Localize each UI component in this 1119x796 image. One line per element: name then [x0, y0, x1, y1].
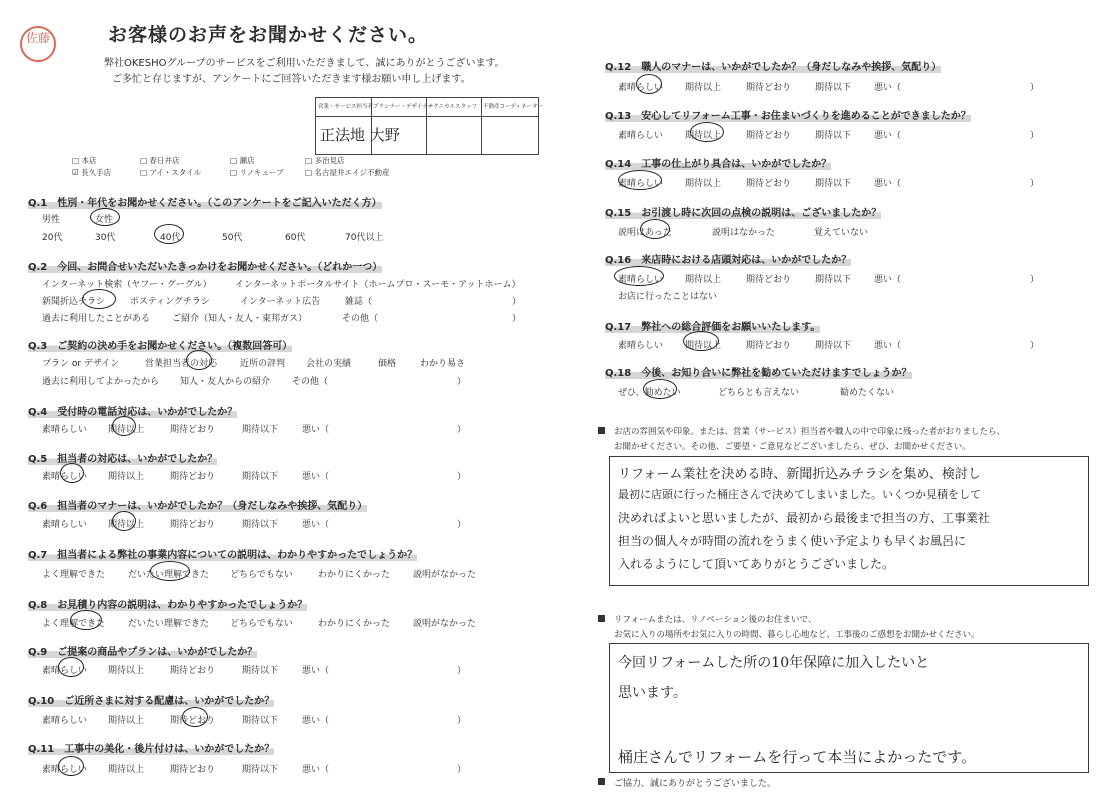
q6-opt: 期待どおり — [170, 520, 216, 530]
q16-opt: ） — [1030, 275, 1040, 285]
q12-heading: Q.12 職人のマナーは、いかがでしたか？（身だしなみや挨拶、気配り） — [605, 58, 941, 73]
q6-opt: 素晴らしい — [42, 520, 88, 530]
footer-thanks: ご協力、誠にありがとうございました。 — [614, 779, 777, 789]
answer-circle — [58, 756, 84, 776]
q8-opt: どちらでもない — [230, 619, 293, 629]
answer-circle — [154, 224, 184, 244]
q9-opt: 期待どおり — [170, 666, 216, 676]
q16-opt: 素晴らしい — [618, 275, 664, 285]
q17-opt: 素晴らしい — [618, 341, 664, 351]
q14-opt: ） — [1030, 179, 1040, 189]
section-marker — [598, 615, 605, 622]
q11-opt: ） — [457, 765, 467, 775]
q6-opt: 期待以下 — [242, 520, 279, 530]
q2-opt: ） — [512, 297, 522, 307]
q5-opt: 素晴らしい — [42, 472, 88, 482]
store-3: □ 瀬店 — [230, 156, 255, 165]
q7-opt: どちらでもない — [230, 570, 293, 580]
answer-circle — [60, 463, 84, 483]
q3-opt: プラン or デザイン — [42, 359, 120, 369]
q4-opt: 期待以下 — [242, 425, 279, 435]
q4-opt: 悪い（ — [302, 425, 330, 435]
q3-heading: Q.3 ご契約の決め手をお聞かせください。（複数回答可） — [28, 337, 292, 352]
q10-opt: ） — [457, 716, 467, 726]
q10-opt: 期待以下 — [242, 716, 279, 726]
q9-opt: 期待以上 — [108, 666, 145, 676]
comment2-line: 桶庄さんでリフォームを行って本当によかったです。 — [618, 748, 977, 766]
q9-opt: ） — [457, 666, 467, 676]
q16-opt: 期待以下 — [815, 275, 852, 285]
q3-opt: 知人・友人からの紹介 — [180, 377, 271, 387]
section-marker — [598, 427, 605, 434]
q1-heading: Q.1 性別・年代をお聞かせください。（このアンケートをご記入いただく方） — [28, 194, 382, 209]
q2-opt: 過去に利用したことがある — [42, 314, 151, 324]
q14-opt: 期待どおり — [746, 179, 792, 189]
comment1-line: 入れるようにして頂いてありがとうございました。 — [618, 557, 895, 571]
store-1: □ 本店 — [72, 156, 97, 165]
q9-heading: Q.9 ご提案の商品やプランは、いかがでしたか？ — [28, 643, 257, 658]
q2-opt: 新聞折込チラシ — [42, 297, 106, 307]
intro-line-2: ご多忙と存じますが、アンケートにご回答いただきます様お願い申し上げます。 — [112, 74, 471, 85]
comment1-line: 最初に店頭に行った桶庄さんで決めてしまいました。いくつか見積をして — [618, 488, 981, 501]
answer-circle — [112, 416, 136, 436]
q10-opt: 期待以上 — [108, 716, 145, 726]
q2-opt: インターネットポータルサイト（ホームプロ・スーモ・アットホーム） — [235, 280, 521, 290]
q8-heading: Q.8 お見積り内容の説明は、わかりやすかったでしょうか？ — [28, 596, 307, 611]
q11-opt: 期待どおり — [170, 765, 216, 775]
q4-heading: Q.4 受付時の電話対応は、いかがでしたか？ — [28, 403, 237, 418]
q16-opt: 悪い（ — [874, 275, 902, 285]
answer-circle — [82, 289, 116, 309]
q8-opt: よく理解できた — [42, 619, 106, 629]
answer-circle — [58, 657, 84, 677]
q6-opt: 期待以上 — [108, 520, 145, 530]
q18-opt: 勧めたくない — [840, 388, 895, 398]
answer-circle — [614, 266, 664, 286]
q17-opt: ） — [1030, 341, 1040, 351]
answer-circle — [112, 511, 136, 531]
stamp — [20, 26, 56, 62]
q12-opt: 素晴らしい — [618, 83, 664, 93]
staff-table — [315, 97, 544, 155]
q14-opt: 期待以下 — [815, 179, 852, 189]
q11-opt: 期待以上 — [108, 765, 145, 775]
comment1-prompt-1: お店の雰囲気や印象。または、営業（サービス）担当者や職人の中で印象に残った者がおりましたら、 — [614, 427, 1006, 437]
stamp-text: 佐藤 — [25, 31, 50, 45]
q3-opt: 営業担当者の対応 — [145, 359, 218, 369]
q8-opt: わかりにくかった — [318, 619, 391, 629]
q6-opt: 悪い（ — [302, 520, 330, 530]
q14-opt: 期待以上 — [685, 179, 722, 189]
q9-opt: 素晴らしい — [42, 666, 88, 676]
q5-opt: 期待どおり — [170, 472, 216, 482]
q13-opt: ） — [1030, 131, 1040, 141]
staff-col-planner: プランナー・デザイナー — [373, 104, 434, 110]
q17-opt: 期待以下 — [815, 341, 852, 351]
q10-opt: 期待どおり — [170, 716, 216, 726]
q1-opt: 男性 — [42, 215, 61, 225]
comment1-line: 決めればよいと思いましたが、最初から最後まで担当の方、工事業社 — [618, 511, 991, 525]
answer-circle — [690, 122, 724, 142]
comment2-line: 今回リフォームした所の10年保障に加入したいと — [618, 655, 930, 671]
staff-sales-value: 正法地 大野 — [320, 126, 400, 144]
q1-opt: 30代 — [95, 233, 116, 243]
q3-opt: わかり易さ — [420, 359, 466, 369]
answer-circle — [618, 170, 662, 190]
q7-opt: だいたい理解できた — [128, 570, 210, 580]
q2-opt: インターネット広告 — [240, 297, 321, 307]
q16-opt: お店に行ったことはない — [618, 292, 718, 302]
q13-opt: 悪い（ — [874, 131, 902, 141]
q2-opt: 雑誌（ — [345, 297, 373, 307]
q1-opt: 40代 — [160, 233, 181, 243]
store-4: □ 多治見店 — [305, 156, 345, 165]
q7-heading: Q.7 担当者による弊社の事業内容についての説明は、わかりやすかったでしょうか？ — [28, 546, 417, 561]
q16-opt: 期待以上 — [685, 275, 722, 285]
q6-opt: ） — [457, 520, 467, 530]
q8-opt: 説明がなかった — [413, 619, 477, 629]
q6-heading: Q.6 担当者のマナーは、いかがでしたか？（身だしなみや挨拶、気配り） — [28, 497, 367, 512]
q13-opt: 期待以上 — [685, 131, 722, 141]
q18-opt: ぜひ、勧めたい — [618, 388, 681, 398]
q5-opt: 悪い（ — [302, 472, 330, 482]
q16-opt: 期待どおり — [746, 275, 792, 285]
answer-circle — [70, 610, 102, 630]
q3-opt: 価格 — [378, 359, 397, 369]
comment2-prompt-1: リフォームまたは、リノベーション後のお住まいで、 — [614, 615, 817, 625]
q4-opt: 期待以上 — [108, 425, 145, 435]
comment2-line: 思います。 — [618, 685, 687, 701]
q13-opt: 素晴らしい — [618, 131, 664, 141]
q2-opt: その他（ — [342, 314, 379, 324]
staff-col-technical: テクニカルスタッフ — [428, 104, 478, 110]
q11-opt: 悪い（ — [302, 765, 330, 775]
q17-opt: 期待どおり — [746, 341, 792, 351]
q2-heading: Q.2 今回、お問合せいただいたきっかけをお聞かせください。（どれか一つ） — [28, 258, 382, 273]
store-6: □ アイ・スタイル — [140, 168, 202, 177]
comment1-box — [609, 456, 1089, 586]
q15-heading: Q.15 お引渡し時に次回の点検の説明は、ございましたか？ — [605, 204, 881, 219]
q16-heading: Q.16 来店時における店頭対応は、いかがでしたか？ — [605, 251, 851, 266]
q18-heading: Q.18 今後、お知り合いに弊社を勧めていただけますでしょうか？ — [605, 364, 912, 379]
q10-opt: 悪い（ — [302, 716, 330, 726]
q4-opt: ） — [457, 425, 467, 435]
q1-opt: 70代以上 — [345, 233, 384, 243]
store-5: ☑ 長久手店 — [72, 168, 112, 177]
comment1-prompt-2: お聞かせください。その他、ご要望・ご意見などございましたら、ぜひ、お聞かせください。 — [614, 442, 971, 452]
q4-opt: 期待どおり — [170, 425, 216, 435]
q12-opt: 期待以下 — [815, 83, 852, 93]
answer-circle — [636, 74, 662, 94]
answer-circle — [182, 707, 208, 727]
q17-opt: 悪い（ — [874, 341, 902, 351]
answer-circle — [150, 561, 190, 581]
q13-heading: Q.13 安心してリフォーム工事・お住まいづくりを進めることができましたか？ — [605, 107, 971, 122]
q8-opt: だいたい理解できた — [128, 619, 210, 629]
answer-circle — [186, 350, 212, 370]
q18-opt: どちらとも言えない — [718, 388, 800, 398]
comment1-line: リフォーム業社を決める時、新聞折込みチラシを集め、検討し — [618, 467, 981, 482]
q12-opt: 期待以上 — [685, 83, 722, 93]
q10-heading: Q.10 ご近所さまに対する配慮は、いかがでしたか？ — [28, 692, 274, 707]
q2-opt: ご紹介（知人・友人・東邦ガス） — [172, 314, 308, 324]
answer-circle — [90, 208, 120, 226]
q5-opt: 期待以上 — [108, 472, 145, 482]
q12-opt: 悪い（ — [874, 83, 902, 93]
q12-opt: 期待どおり — [746, 83, 792, 93]
q15-opt: 説明はなかった — [712, 228, 776, 238]
q15-opt: 説明はあった — [618, 228, 672, 238]
q13-opt: 期待どおり — [746, 131, 792, 141]
q14-opt: 素晴らしい — [618, 179, 664, 189]
answer-circle — [640, 219, 670, 239]
q9-opt: 悪い（ — [302, 666, 330, 676]
answer-circle — [643, 379, 677, 399]
comment1-line: 担当の個人々が時間の流れをうまく使い予定よりも早くお風呂に — [618, 534, 967, 548]
q3-opt: ） — [457, 377, 467, 387]
comment2-box — [609, 643, 1089, 773]
q11-opt: 期待以下 — [242, 765, 279, 775]
q11-heading: Q.11 工事中の美化・後片付けは、いかがでしたか？ — [28, 740, 274, 755]
q3-opt: その他（ — [292, 377, 329, 387]
q13-opt: 期待以下 — [815, 131, 852, 141]
q1-opt: 50代 — [222, 233, 243, 243]
staff-col-realestate: 不動産コーディネーター — [483, 104, 544, 110]
q14-heading: Q.14 工事の仕上がり具合は、いかがでしたか？ — [605, 155, 831, 170]
q2-opt: ポスティングチラシ — [130, 297, 210, 307]
q14-opt: 悪い（ — [874, 179, 902, 189]
page-title: お客様のお声をお聞かせください。 — [108, 24, 429, 46]
section-marker — [598, 778, 605, 785]
comment2-prompt-2: お気に入りの場所やお気に入りの時間、暮らし心地など、工事後のご感想をお聞かせください。 — [614, 630, 980, 640]
staff-col-sales: 営業・サービス担当者 — [318, 104, 374, 110]
q17-opt: 期待以上 — [685, 341, 722, 351]
q10-opt: 素晴らしい — [42, 716, 88, 726]
q1-opt: 60代 — [285, 233, 306, 243]
store-7: □ リノキューブ — [230, 168, 284, 177]
q1-opt: 女性 — [95, 215, 114, 225]
q3-opt: 近所の評判 — [240, 359, 286, 369]
q5-opt: 期待以下 — [242, 472, 279, 482]
q1-opt: 20代 — [42, 233, 63, 243]
q7-opt: 説明がなかった — [413, 570, 477, 580]
answer-circle — [683, 331, 722, 351]
store-2: □ 春日井店 — [140, 156, 180, 165]
q3-opt: 過去に利用してよかったから — [42, 377, 160, 387]
q15-opt: 覚えていない — [814, 228, 869, 238]
q17-heading: Q.17 弊社への総合評価をお願いいたします。 — [605, 318, 820, 333]
q2-opt: インターネット検索（ヤフー・グーグル） — [42, 280, 212, 290]
q2-opt: ） — [512, 314, 522, 324]
q3-opt: 会社の実績 — [306, 359, 352, 369]
store-8: □ 名古屋井エイジ不動産 — [305, 168, 390, 177]
q9-opt: 期待以下 — [242, 666, 279, 676]
q7-opt: わかりにくかった — [318, 570, 391, 580]
intro-line-1: 弊社OKESHOグループのサービスをご利用いただきまして、誠にありがとうございます。 — [104, 58, 505, 69]
q5-heading: Q.5 担当者の対応は、いかがでしたか？ — [28, 450, 217, 465]
q11-opt: 素晴らしい — [42, 765, 88, 775]
q12-opt: ） — [1030, 83, 1040, 93]
q4-opt: 素晴らしい — [42, 425, 88, 435]
q7-opt: よく理解できた — [42, 570, 106, 580]
q5-opt: ） — [457, 472, 467, 482]
